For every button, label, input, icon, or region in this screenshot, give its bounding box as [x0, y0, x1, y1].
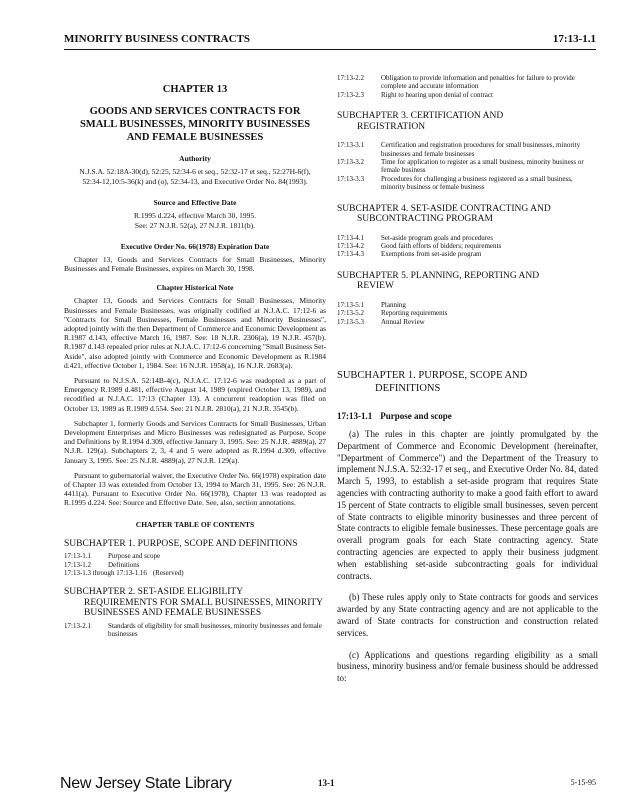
header-section-number: 17:13-1.1 — [552, 33, 596, 45]
toc-subchapter-4-list — [337, 234, 598, 259]
page-number: 13-1 — [318, 778, 335, 788]
source-text: R.1995 d.224, effective March 30, 1995. See: 27 N.J.R. 52(a), 27 N.J.R. 1811(b). — [134, 211, 256, 230]
running-header — [64, 33, 596, 50]
source-heading: Source and Effective Date — [153, 198, 237, 207]
toc-subchapter-2: SUBCHAPTER 2. SET-ASIDE ELIGIBILITY REQUIREMENTS FOR SMALL BUSINESSES, MINORITY BUSINESSES AND FEMALE BUSINESSES — [64, 587, 323, 619]
rule-para-c: (c) Applications and questions regarding eligibility as a small business, minority business and/or female business should be addressed to: — [337, 649, 598, 684]
rule-para-b: (b) These rules apply only to State contracts for goods and services awarded by any State contracting agency and are not applicable to the award of State contracts for construction and construction related services. — [337, 592, 598, 638]
revision-date: 5-15-95 — [570, 778, 596, 787]
historical-note-heading: Chapter Historical Note — [156, 283, 234, 293]
toc-subchapter-3-list — [337, 141, 598, 191]
rule-heading — [337, 411, 598, 421]
toc-item[interactable]: 17:13-1.2 Definitions — [64, 560, 140, 569]
expiration-text: Chapter 13, Goods and Services Contracts for Small Businesses, Minority Businesses and Female Businesses, expires on March 30, 1998. — [64, 255, 326, 274]
expiration-heading: Executive Order No. 66(1978) Expiration Date — [120, 242, 270, 251]
toc-subchapter-1-list — [64, 552, 326, 577]
toc-subchapter-5-list — [337, 301, 598, 326]
toc-item[interactable]: 17:13-2.1 Standards of eligibility for small businesses, minority businesses and female businesses — [64, 621, 322, 639]
toc-item[interactable]: 17:13-5.2 Reporting requirements — [337, 309, 448, 318]
rule-para-a: (a) The rules in this chapter are jointly promulgated by the Department of Commerce and Economic Development (hereinafter, "Department of Commerce") and the Department of the Treasury to implement N.J.S.A. 52:32-17 et seq., and Executive Order No. 84, dated March 5, 1993, to establish a set-aside program that requires State agencies with contracting authority to make a good faith effort to award 15 percent of State contracts to eligible small businesses, seven percent of State contracts to eligible minority businesses and three percent of State contracts to eligible female businesses. These percentage goals are overall program goals for each State contracting agency. State contracting agencies are expected to apply their business judgment when establishing set-aside subcontracting goals for individual contracts. — [337, 429, 598, 581]
historical-note-para-1: Chapter 13, Goods and Services Contracts for Small Businesses, Minority Businesses and Female Businesses, was originally codified at N.J.A.C. 17:12-6 as "Contracts for Small Businesses, Female Businesses and Minority Businesses", adopted jointly with the then Department of Commerce and Economic Development as R.1987 d.143, effective March 16, 1987. See: 18 N.J.R. 2306(a), 19 N.J.R. 457(b). R.1987 d.143 repealed prior rules at N.J.A.C. 17:12-6 concerning "Small Business Set-Aside", also adopted jointly with Commerce and Economic Development as R.1984 d.421, effective October 1, 1984. See: 16 N.J.R. 1958(a), 16 N.J.R. 2683(a). — [64, 296, 326, 370]
toc-item[interactable]: 17:13-5.1 Planning — [337, 300, 406, 309]
historical-note-para-2: Pursuant to N.J.S.A. 52:14B-4(c), N.J.A.C. 17:12-6 was readopted as a part of Emergency R.1989 d.481, effective August 14, 1989 (expired October 13, 1989), and recodified at N.J.A.C. 17:13 (Chapter 13). A concurrent readoption was filed on October 13, 1989 as R.1989 d.554. See: 21 N.J.R. 2810(a), 21 N.J.R. 3545(b). — [64, 376, 326, 413]
toc-item[interactable]: 17:13-2.3 Right to hearing upon denial of contract — [337, 90, 493, 99]
toc-item[interactable]: 17:13-3.3 Procedures for challenging a business registered as a small business, minority business or female business — [337, 174, 573, 192]
toc-subchapter-2-list — [64, 622, 326, 639]
toc-item[interactable]: 17:13-1.3 through 17:13-1.16 (Reserved) — [64, 568, 184, 577]
subchapter-1-heading: SUBCHAPTER 1. PURPOSE, SCOPE AND DEFINITIONS — [337, 370, 528, 394]
toc-heading: CHAPTER TABLE OF CONTENTS — [135, 519, 255, 529]
toc-item[interactable]: 17:13-3.1 Certification and registration procedures for small businesses, minority businesses and female businesses — [337, 141, 581, 158]
chapter-title: GOODS AND SERVICES CONTRACTS FOR SMALL BUSINESSES, MINORITY BUSINESSES AND FEMALE BUSINESSES — [79, 106, 311, 143]
library-logo: New Jersey State Library — [60, 775, 232, 792]
historical-note-para-4: Pursuant to gubernatorial waiver, the Executive Order No. 66(1978) expiration date of Chapter 13 was extended from October 13, 1994 to March 31, 1995. See: 26 N.J.R. 4411(a). Pursuant to Executive Order No. 66(1978), Chapter 13 was readopted as R.1995 d.224. See: Source and Effective Date. See, also, section annotations. — [64, 470, 326, 508]
rule-number: 17:13-1.1 — [337, 411, 373, 422]
right-column — [337, 74, 598, 685]
left-column — [64, 74, 326, 639]
toc-item[interactable]: 17:13-2.2 Obligation to provide information and penalties for failure to provide complete and accurate information — [337, 74, 575, 91]
toc-item[interactable]: 17:13-4.2 Good faith efforts of bidders; requirements — [337, 242, 502, 251]
authority-text: N.J.S.A. 52:18A-30(d), 52:25, 52:34-6 et seq., 52:32-17 et seq., 52:27H-6(f), 52:34-12,10:5-36(k) and (o), 52:34-13, and Executive Order No. 84(1993). — [79, 167, 311, 186]
toc-subchapter-2-list-continued — [337, 74, 598, 99]
toc-item[interactable]: 17:13-5.3 Annual Review — [337, 317, 425, 326]
header-title: MINORITY BUSINESS CONTRACTS — [64, 33, 251, 45]
toc-item[interactable]: 17:13-4.1 Set-aside program goals and procedures — [337, 233, 493, 242]
toc-item[interactable]: 17:13-3.2 Time for application to register as a small business, minority business or female business — [337, 158, 584, 175]
toc-item[interactable]: 17:13-1.1 Purpose and scope — [64, 552, 161, 561]
toc-subchapter-3: SUBCHAPTER 3. CERTIFICATION AND REGISTRATION — [337, 111, 504, 132]
toc-subchapter-5: SUBCHAPTER 5. PLANNING, REPORTING AND REVIEW — [337, 270, 540, 292]
historical-note-para-3: Subchapter 1, formerly Goods and Services Contracts for Small Businesses, Urban Development Enterprises and Micro Businesses was redesignated as Purpose, Scope and Definitions by R.1994 d.309, effective January 3, 1995. See: 25 N.J.R. 4889(a), 27 N.J.R. 129(a). Subchapters 2, 3, 4 and 5 were adopted as R.1994 d.309, effective January 3, 1995. See: 25 N.J.R. 4889(a), 27 N.J.R. 129(a). — [64, 418, 326, 465]
toc-subchapter-1: SUBCHAPTER 1. PURPOSE, SCOPE AND DEFINITIONS — [64, 538, 298, 549]
chapter-number: CHAPTER 13 — [162, 84, 228, 95]
authority-heading: Authority — [179, 154, 211, 163]
toc-item[interactable]: 17:13-4.3 Exemptions from set-aside program — [337, 250, 482, 259]
toc-subchapter-4: SUBCHAPTER 4. SET-ASIDE CONTRACTING AND SUBCONTRACTING PROGRAM — [337, 203, 551, 225]
rule-title: Purpose and scope — [380, 411, 452, 422]
